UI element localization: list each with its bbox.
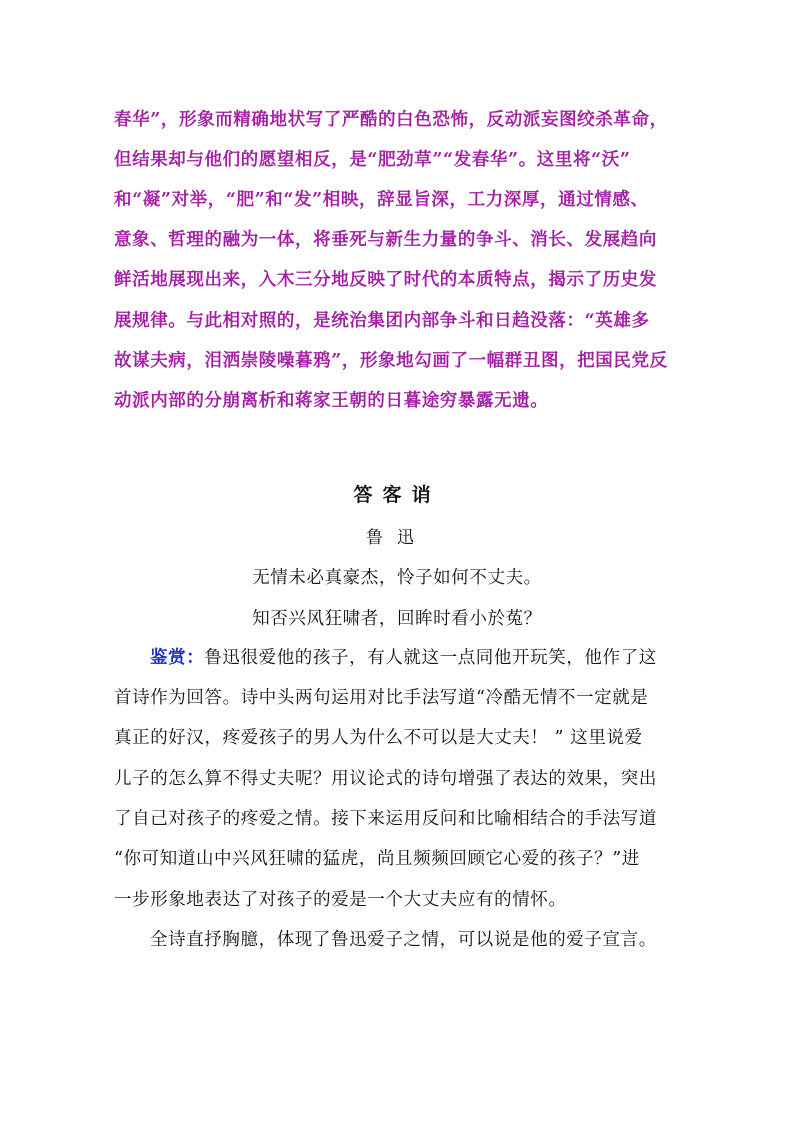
paragraph-line: 但结果却与他们的愿望相反，是“肥劲草”“发春华”。这里将“沃” [114,150,631,170]
paragraph-line: 和“凝”对举，“肥”和“发”相映，辞显旨深，工力深厚，通过情感、 [114,190,649,210]
appreciation-line: “你可知道山中兴风狂啸的猛虎，尚且频频回顾它心爱的孩子？”进 [114,849,640,869]
appreciation-line: 了自己对孩子的疼爱之情。接下来运用反问和比喻相结合的手法写道 [114,809,657,829]
paragraph-line: 鲜活地展现出来，入木三分地反映了时代的本质特点，揭示了历史发 [114,270,657,290]
appreciation-line: 真正的好汉，疼爱孩子的男人为什么不可以是大丈夫！ ” 这里说爱 [114,728,643,748]
appreciation-line: 首诗作为回答。诗中头两句运用对比手法写道“冷酷无情不一定就是 [114,688,649,708]
paragraph-line: 春华”，形象而精确地状写了严酷的白色恐怖，反动派妄图绞杀革命， [114,110,668,130]
poem-author: 鲁迅 [366,528,428,548]
poem-line: 无情未必真豪杰，怜子如何不丈夫。 [252,568,542,588]
appreciation-label: 鉴赏： [150,648,205,668]
paragraph-line: 故谋夫病，泪洒崇陵噪暮鸦”，形象地勾画了一幅群丑图，把国民党反 [114,351,668,371]
appreciation-line: 儿子的怎么算不得丈夫呢？用议论式的诗句增强了表达的效果，突出 [114,769,657,789]
paragraph-line: 展规律。与此相对照的，是统治集团内部争斗和日趋没落：“英雄多 [114,311,650,331]
appreciation-line: 一步形象地表达了对孩子的爱是一个大丈夫应有的情怀。 [114,890,567,910]
appreciation-text: 鲁迅很爱他的孩子，有人就这一点同他开玩笑，他作了这 [204,648,657,668]
poem-line: 知否兴风狂啸者，回眸时看小於菟？ [252,609,542,629]
poem-title: 答客诮 [353,484,441,506]
paragraph-line: 动派内部的分崩离析和蒋家王朝的日暮途穷暴露无遗。 [114,391,549,411]
paragraph-line: 意象、哲理的融为一体，将垂死与新生力量的争斗、消长、发展趋向 [114,230,657,250]
appreciation-closing: 全诗直抒胸臆，体现了鲁迅爱子之情，可以说是他的爱子宣言。 [150,930,657,950]
appreciation-first-line [150,646,657,670]
